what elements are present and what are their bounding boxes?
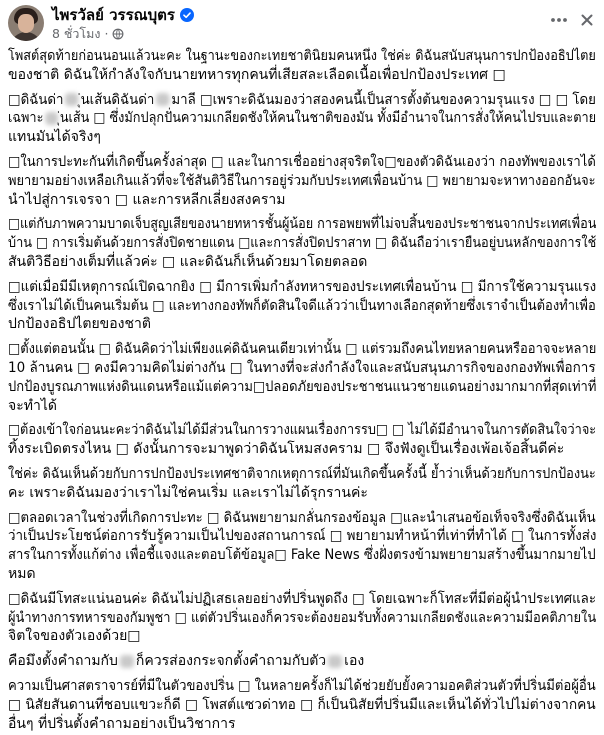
- text-line: ปกป้องอธิปไตยของชาติ: [8, 316, 151, 333]
- text-line: [8, 109, 596, 128]
- avatar-shoulders: [10, 32, 42, 41]
- post-paragraph: [8, 215, 596, 271]
- text-line: พยายามอย่างเหลือเกินแล้วที่จะใช้สันติวิธีในการอยู่ร่วมกับประเทศเพื่อนบ้าน □ พยายามจะหาทางออกอันจะ: [8, 172, 596, 189]
- post-paragraph: [8, 421, 596, 459]
- text-line: ผู้นำทางการทหารของกัมพูชา □ แต่ตัวปริ่นเองก็ควรจะต้องยอมรับทั้งความเกลียดชังและความมีอคติภายใน: [8, 609, 596, 626]
- post-paragraph: [8, 677, 596, 733]
- more-options-icon[interactable]: [546, 7, 572, 33]
- text-segment: มาลี □เพราะดิฉันมองว่าสองคนนี้เป็นสารตั้งต้นของความรุนแรง □ □ โดย: [171, 91, 596, 108]
- close-icon[interactable]: [574, 7, 600, 33]
- text-line: ใช่ค่ะ ดิฉันเห็นด้วยกับการปกป้องประเทศชาติจากเหตุการณ์ที่มันเกิดขึ้นครั้งนี้ ย้ำว่าเห็นด้วยกับการปกป้องนะ: [8, 465, 596, 482]
- author-row: [52, 5, 194, 25]
- globe-icon[interactable]: [112, 28, 124, 40]
- verified-badge-icon: [180, 8, 194, 22]
- redacted-blur: [45, 112, 58, 125]
- text-line: □ตลอดเวลาในช่วงที่เกิดการปะทะ □ ดิฉันพยายามกลั่นกรองข้อมูล □และนำเสนอข้อเท็จจริงซึ่งดิฉันเห็น: [8, 509, 596, 526]
- text-line: □ในการปะทะกันที่เกิดขึ้นครั้งล่าสุด □ และในการเชื่ออย่างสุจริตใจ□ของตัวดิฉันเองว่า กองทัพของเราได้: [8, 153, 596, 170]
- post-paragraph: [8, 465, 596, 503]
- text-line: ความเป็นศาสตราจารย์ที่มีในตัวของปริ่น □ ในหลายครั้งก็ไม่ได้ช่วยยับยั้งความอคติส่วนตัวที่ปริ่นมีต่อผู้อื่น: [8, 677, 596, 694]
- text-line: □แต่เมื่อมีมีเหตุการณ์เปิดฉากยิง □ มีการเพิ่มกำลังทหารของประเทศเพื่อนบ้าน □ มีการใช้ความรุนแรง: [8, 278, 596, 295]
- text-line: สันติวิธีอย่างเต็มที่แล้วค่ะ □ และดิฉันก็เห็นด้วยมาโดยตลอด: [8, 253, 368, 270]
- text-line: [8, 91, 596, 110]
- post-paragraph: [8, 91, 596, 147]
- post-paragraph: [8, 278, 596, 334]
- text-line: □ต้องเข้าใจก่อนนะคะว่าดิฉันไม่ได้มีส่วนในการวางแผนเรื่องการรบ□ □ ไม่ได้มีอำนาจในการตัดสินใจว่าจะ: [8, 422, 596, 439]
- text-line: □ นิสัยสันดานที่ชอบแขวะก็ดี □ โพสต์แซวด่าทอ □ ก็เป็นนิสัยที่ปริ่นมีและเห็นได้ทั่วไปไม่ต่างจากคน: [8, 696, 596, 713]
- text-segment: □ดิฉันด่า: [8, 91, 64, 108]
- text-line: จิตใจของตัวเองด้วย□: [8, 628, 141, 645]
- text-line: จะทำได้: [8, 397, 57, 414]
- text-line: □ดิฉันมีโทสะแน่นอนค่ะ ดิฉันไม่ปฏิเสธเลยอย่างที่ปริ่นพูดถึง □ โดยเฉพาะก็โทสะที่มีต่อผู้นำประเทศและ: [8, 590, 596, 607]
- text-segment: คือมึงตั้งคำถามกับ: [8, 653, 118, 670]
- post-paragraph: [8, 340, 596, 415]
- post-paragraph: [8, 590, 596, 646]
- text-line: □แต่กับภาพความบาดเจ็บสูญเสียของนายทหารชั้นผู้น้อย การอพยพที่ไม่จบสิ้นของประชาชนจากประเทศเพื่อน: [8, 216, 596, 233]
- text-line: คะ เพราะดิฉันมองว่าเราไม่ใช่คนเริ่ม และเราไม่ได้รุกรานค่ะ: [8, 484, 368, 501]
- text-segment: ุ่นเส้นดิฉันด่า: [80, 91, 155, 108]
- text-line: สารในการทั้งแก้ต่าง เพื่อชี้แจงและตอบโต้ข้อมูล□ Fake News ซึ่งฝั่งตรงข้ามพยายามสร้างขึ้นมากมายไป: [8, 547, 596, 564]
- post-paragraph: [8, 509, 596, 584]
- redacted-blur: [328, 655, 342, 668]
- text-segment: ุ่นเส้น □ ซึ่งมักปลุกปั่นความเกลียดชังให้คนในชาติของมัน ทั้งมีอำนาจในการสั่งให้คนไปรบและตาย: [59, 110, 596, 127]
- text-line: หมด: [8, 565, 36, 582]
- redacted-blur: [65, 93, 78, 106]
- text-line: ว่าเป็นประโยชน์ต่อการรับรู้ความเป็นไปของสถานการณ์ □ พยายามทำหน้าที่เท่าที่ทำได้ □ ในการทั้งส่ง: [8, 528, 596, 545]
- redacted-blur: [120, 655, 134, 668]
- post-actions: [546, 7, 600, 33]
- post-timestamp[interactable]: 8 ชั่วโมง: [52, 26, 101, 41]
- text-segment: เฉพาะ: [8, 110, 44, 127]
- text-line: ซึ่งเราไม่ได้เป็นคนเริ่มต้น □ และทางกองทัพก็ตัดสินใจดีแล้วว่าเป็นทางเลือกสุดท้ายซึ่งเราจำเป็นต้องทำเพื่อ: [8, 297, 596, 314]
- text-line: แทนมันได้จริงๆ: [8, 129, 101, 146]
- post-paragraph: [8, 47, 596, 85]
- meta-separator: ·: [104, 26, 109, 41]
- text-line: ของชาติ ดิฉันให้กำลังใจกับนายทหารทุกคนที่เสียสละเลือดเนื้อเพื่อปกป้องประเทศ □: [8, 66, 506, 83]
- avatar[interactable]: [8, 5, 44, 41]
- text-line: นำไปสู่การเจรจา □ และการหลีกเลี่ยงสงคราม: [8, 191, 286, 208]
- post-paragraph: [8, 652, 596, 671]
- text-segment: เอง: [344, 653, 365, 670]
- text-line: บ้าน □ การเริ่มต้นด้วยการสั่งปิดชายแดน □และการสั่งปิดปราสาท □ ดิฉันถือว่าเรายืนอยู่บนหลักของการใช้: [8, 235, 596, 252]
- text-line: 10 ล้านคน □ คงมีความคิดไม่ต่างกัน □ ในทางที่จะส่งกำลังใจและสนับสนุนภารกิจของกองทัพเพื่อการ: [8, 359, 596, 376]
- text-line: โพสต์สุดท้ายก่อนนอนแล้วนะคะ ในฐานะของกะเทยชาตินิยมคนหนึ่ง ใช่ค่ะ ดิฉันสนับสนุนการปกป้องอธิปไตย: [8, 48, 596, 64]
- text-line: ทิ้งระเบิดตรงไหน □ ดังนั้นการจะมาพูดว่าดิฉันโหมสงคราม □ จึงฟังดูเป็นเรื่องเพ้อเจ้อสิ้นดีค่ะ: [8, 441, 565, 458]
- redacted-blur: [156, 93, 169, 106]
- post-meta: [52, 26, 124, 42]
- post-body: [8, 47, 596, 735]
- author-name[interactable]: ไพรวัลย์ วรรณบุตร: [52, 6, 175, 24]
- text-line: [8, 652, 364, 671]
- text-line: □ตั้งแต่ตอนนั้น □ ดิฉันคิดว่าไม่เพียงแค่ดิฉันคนเดียวเท่านั้น □ แต่รวมถึงคนไทยหลายคนหรืออาจจะหลาย: [8, 341, 596, 358]
- text-line: ปกป้องบูรณภาพแห่งดินแดนหรือแม้แต่ความ□ปลอดภัยของประชาชนแนวชายแดนอย่างมากมากที่สุดเท่าที่: [8, 378, 596, 395]
- avatar-face: [18, 14, 34, 33]
- text-line: อื่นๆ ที่ปริ่นตั้งคำถามอย่างเป็นวิชาการ: [8, 715, 236, 732]
- post-paragraph: [8, 153, 596, 209]
- text-segment: ก็ควรส่องกระจกตั้งคำถามกับตัว: [135, 653, 327, 670]
